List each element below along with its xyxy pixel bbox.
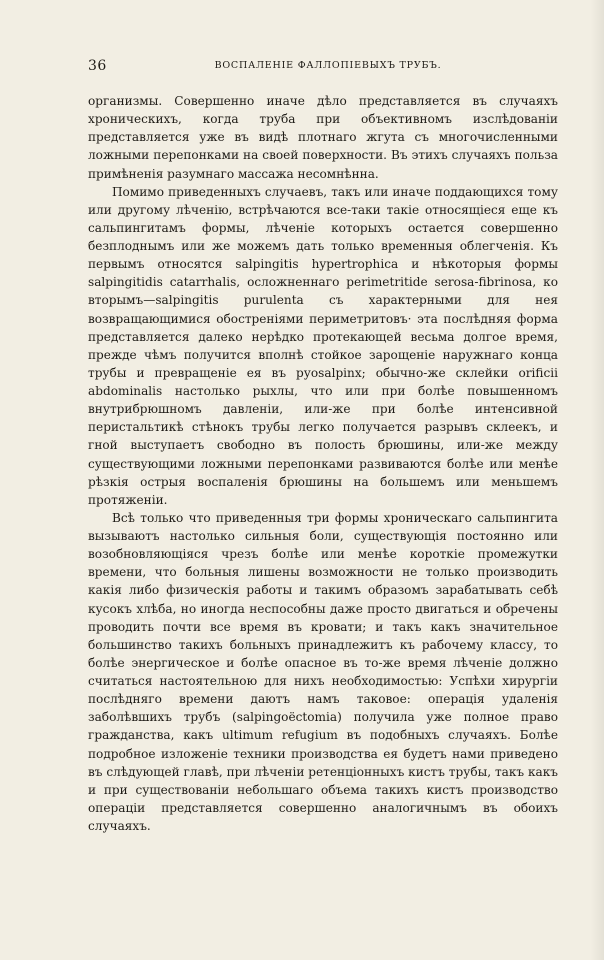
running-title: ВОСПАЛЕНІЕ ФАЛЛОПІЕВЫХЪ ТРУБЪ. <box>214 60 442 71</box>
paragraph-1: организмы. Совершенно иначе дѣло представляется въ случаяхъ хроническихъ, когда труба при объективномъ изслѣдованіи представляется уже въ видѣ плотнаго жгута съ многочисленными ложными перепонками на своей поверхности. Въ этихъ случаяхъ польза примѣненія разумнаго массажа несомнѣнна. <box>88 94 558 181</box>
body-text <box>88 92 558 835</box>
page-number: 36 <box>88 58 107 74</box>
paragraph-2: Помимо приведенныхъ случаевъ, такъ или иначе поддающихся тому или другому лѣченію, встрѣчаются все-таки такіе относящіеся еще къ сальпингитамъ формы, лѣченіе которыхъ остается совершенно безплоднымъ или же можемъ дать только временныя облегченія. Къ первымъ относятся salpingitis hypertrophica и нѣкоторыя формы salpingitidis catarrhalis, осложненнаго perimetritide serosa-fibrinosa, ко вторымъ—salpingitis purulenta съ характерными для нея возвращающимися обостреніями периметритовъ· эта послѣдняя форма представляется далеко нерѣдко протекающей весьма долгое время, прежде чѣмъ получится вполнѣ стойкое зарощеніе наружнаго конца трубы и превращеніе ея въ руоsalpinx; обычно-же склейки orificii abdominalis настолько рыхлы, что или при болѣе повышенномъ внутрибрюшномъ давленіи, или-же при болѣе интенсивной перистальтикѣ стѣнокъ трубы легко получается разрывъ склеекъ, и гной выступаетъ свободно въ полость брюшины, или-же между существующими ложными перепонками развиваются болѣе или менѣе рѣзкія острыя воспаленія брюшины на большемъ или меньшемъ протяженіи. <box>88 184 558 507</box>
paragraph-3: Всѣ только что приведенныя три формы хроническаго сальпингита вызываютъ настолько сильныя боли, существующія постоянно или возобновляющіяся чрезъ болѣе или менѣе короткіе промежутки времени, что больныя лишены возможности не только производить какія либо физическія работы и такимъ образомъ зарабатывать себѣ кусокъ хлѣба, но иногда неспособны даже просто двигаться и обречены проводить почти все время въ кровати; и такъ какъ значительное большинство такихъ больныхъ принадлежитъ къ рабочему классу, то болѣе энергическое и болѣе опасное въ то-же время лѣченіе должно считаться настоятельною для нихъ необходимостью: Успѣхи хирургіи послѣдняго времени даютъ намъ таковое: операція удаленія заболѣвшихъ трубъ (salpingoëctomia) получила уже полное право гражданства, какъ ultimum refugium въ подобныхъ случаяхъ. Болѣе подробное изложеніе техники производства ея будетъ нами приведено въ слѣдующей главѣ, при лѣченіи ретенціонныхъ кистъ трубы, такъ какъ и при существованіи небольшаго объема такихъ кистъ производство операціи представляется совершенно аналогичнымъ въ обоихъ случаяхъ. <box>88 510 558 833</box>
page-header <box>88 58 532 74</box>
page-edge-shadow <box>590 0 604 960</box>
